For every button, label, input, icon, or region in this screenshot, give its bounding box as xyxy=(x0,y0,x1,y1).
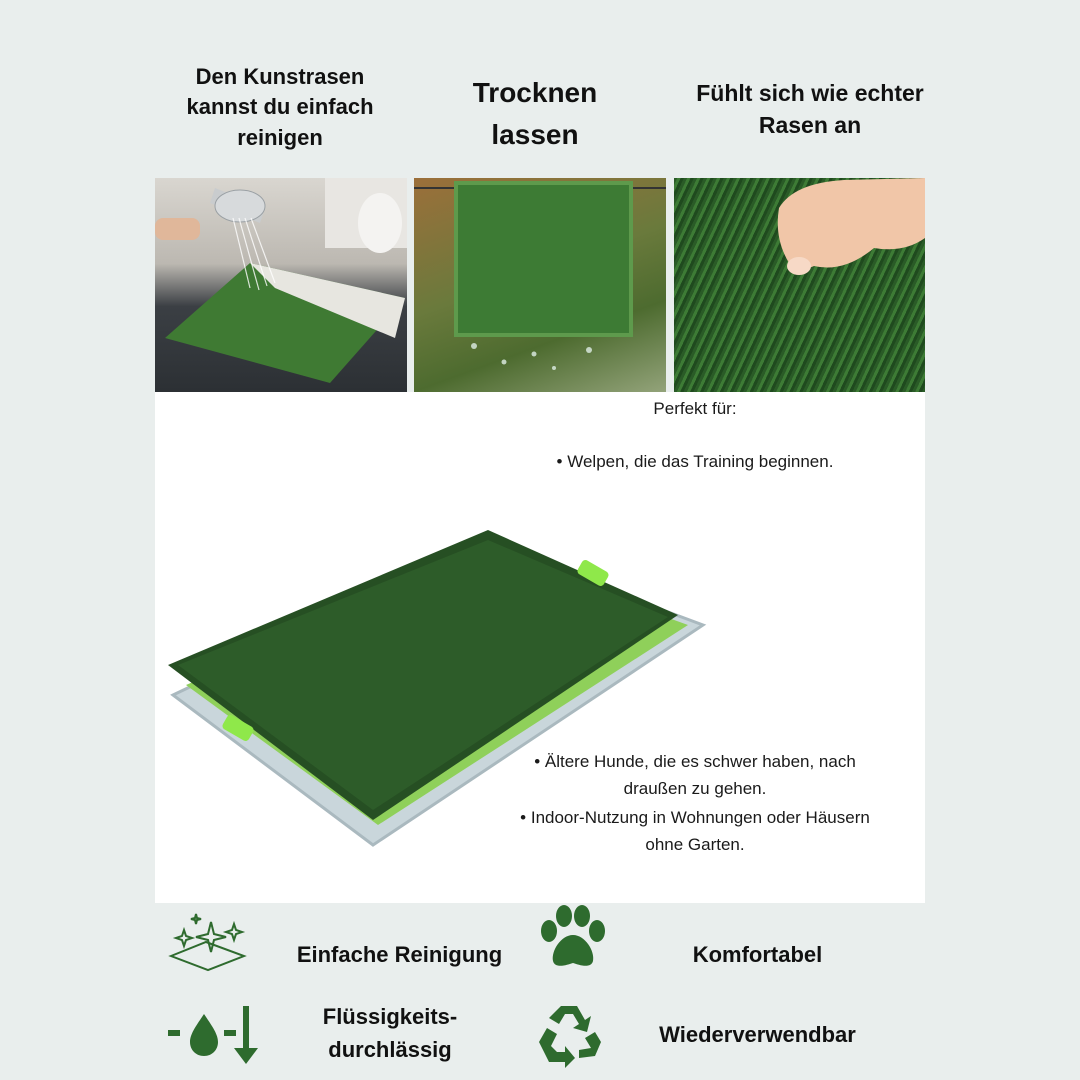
hand-touching-grass-photo xyxy=(674,178,925,392)
step-title-cleaning: Den Kunstrasen kannst du einfach reinigen xyxy=(186,64,374,150)
feature-reusable: Wiederverwendbar xyxy=(659,1022,856,1047)
hanging-grass-drying-photo xyxy=(414,178,666,392)
paw-icon xyxy=(537,905,609,971)
feature-comfortable: Komfortabel xyxy=(692,942,823,967)
feature-liquid-permeable: Flüssigkeits-durchlässig xyxy=(322,1004,458,1062)
sparkle-clean-icon xyxy=(166,912,248,974)
perfect-for-heading: Perfekt für: xyxy=(653,399,737,418)
shower-cleaning-grass-photo xyxy=(155,178,407,392)
step-title-feel: Fühlt sich wie echter Rasen an xyxy=(696,80,924,138)
bullet-puppies: • Welpen, die das Training beginnen. xyxy=(556,452,834,471)
bullet-indoor-use: • Indoor-Nutzung in Wohnungen oder Häusern ohne Garten. xyxy=(520,808,870,855)
grass-potty-tray-photo xyxy=(168,525,713,855)
feature-easy-cleaning: Einfache Reinigung xyxy=(296,942,503,967)
step-title-drying: Trocknen lassen xyxy=(472,77,598,150)
recycle-icon xyxy=(535,1002,605,1068)
drain-drop-icon xyxy=(166,1004,262,1068)
bullet-older-dogs: • Ältere Hunde, die es schwer haben, nach draußen zu gehen. xyxy=(534,752,856,799)
